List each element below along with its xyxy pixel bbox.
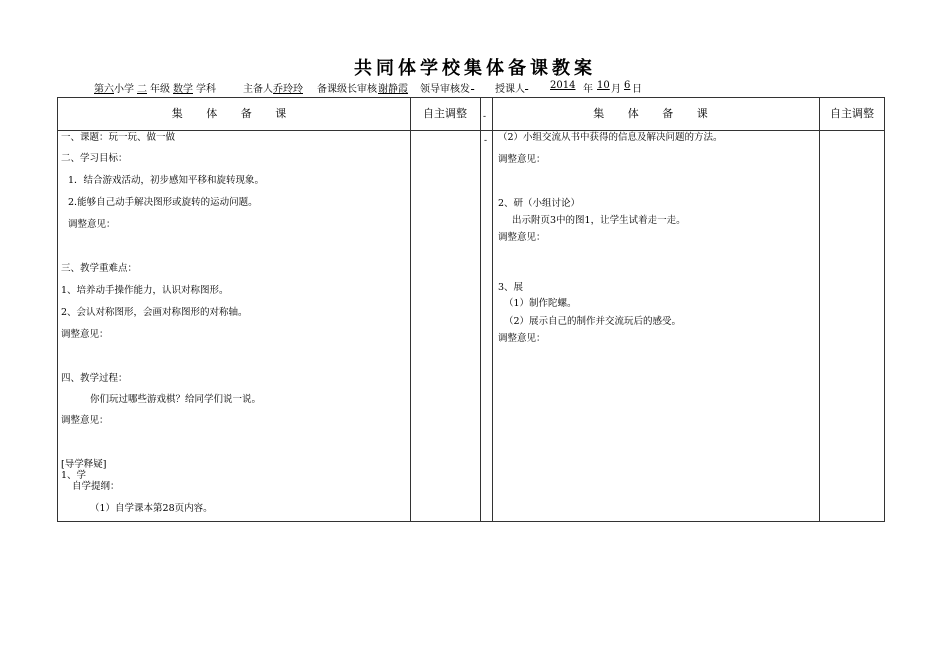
- adjustment-note: 调整意见：: [498, 333, 546, 344]
- month-value: 10: [597, 80, 610, 91]
- document-title: 共同体学校集体备课教案: [354, 58, 596, 79]
- objective-item: 2.能够自己动手解决图形或旋转的运动问题。: [68, 197, 258, 208]
- process-text: 你们玩过哪些游戏棋？给同学们说一说。: [90, 394, 262, 405]
- year-suffix: 年: [583, 84, 593, 95]
- column-divider: [492, 98, 493, 521]
- separator-mark: -: [484, 136, 488, 146]
- header-self-adjust-right: 自主调整: [830, 107, 874, 120]
- step-heading: 2、研（小组讨论）: [498, 198, 581, 209]
- adjustment-note: 调整意见：: [498, 232, 546, 243]
- step-text: （2）展示自己的制作并交流玩后的感受。: [504, 316, 682, 327]
- column-divider: [410, 98, 411, 521]
- adjustment-note: 调整意见：: [61, 329, 109, 340]
- school-suffix: 小学: [114, 84, 134, 95]
- subject-suffix: 学科: [196, 84, 216, 95]
- guided-learning-heading: [导学释疑]: [61, 459, 107, 470]
- grade-suffix: 年级: [150, 84, 170, 95]
- month-suffix: 月: [611, 84, 621, 95]
- reviewer-label: 备课级长审核: [317, 84, 377, 95]
- year-value: 2014: [550, 80, 576, 91]
- header-collective-prep-left: 集 体 备 课: [171, 107, 297, 120]
- step-text: （1）制作陀螺。: [504, 298, 577, 309]
- header-self-adjust-left: 自主调整: [423, 107, 467, 120]
- grade-value: 二: [137, 84, 147, 95]
- key-point-item: 1、培养动手操作能力，认识对称图形。: [61, 285, 229, 296]
- study-outline-label: 自学提纲：: [72, 481, 120, 492]
- step-heading: 1、学: [61, 470, 87, 481]
- header-divider: [58, 130, 884, 131]
- lesson-plan-table: [57, 97, 885, 522]
- leader-label: 领导审核发: [420, 84, 470, 95]
- school-name: 第六: [94, 84, 114, 95]
- adjustment-note: 调整意见：: [61, 415, 109, 426]
- objective-item: 1．结合游戏活动，初步感知平移和旋转现象。: [68, 175, 265, 186]
- step-text: 出示附页3中的图1，让学生试着走一走。: [512, 215, 686, 226]
- reviewer-name: 谢静霞: [378, 84, 408, 95]
- group-discussion-item: （2）小组交流从书中获得的信息及解决问题的方法。: [498, 132, 723, 143]
- adjustment-note: 调整意见：: [68, 219, 116, 230]
- teacher-blank: [525, 80, 545, 91]
- column-divider: [480, 98, 481, 521]
- section-heading: 三、教学重难点：: [61, 263, 138, 274]
- adjustment-note: 调整意见：: [498, 154, 546, 165]
- leader-blank: [471, 80, 489, 91]
- lesson-topic: 一、课题：玩一玩、做一做: [61, 132, 176, 143]
- column-divider: [819, 98, 820, 521]
- preparer-label: 主备人: [243, 84, 273, 95]
- study-outline-item: （1）自学课本第28页内容。: [90, 503, 213, 514]
- day-suffix: 日: [632, 84, 642, 95]
- section-heading: 四、教学过程：: [61, 373, 128, 384]
- teacher-label: 授课人: [495, 84, 525, 95]
- day-value: 6: [624, 80, 631, 91]
- separator-mark: -: [483, 112, 487, 122]
- key-point-item: 2、会认对称图形，会画对称图形的对称轴。: [61, 307, 248, 318]
- header-collective-prep-right: 集 体 备 课: [593, 107, 718, 120]
- preparer-name: 乔玲玲: [273, 84, 303, 95]
- section-heading: 二、学习目标：: [61, 153, 128, 164]
- step-heading: 3、展: [498, 282, 524, 293]
- subject-value: 数学: [173, 84, 193, 95]
